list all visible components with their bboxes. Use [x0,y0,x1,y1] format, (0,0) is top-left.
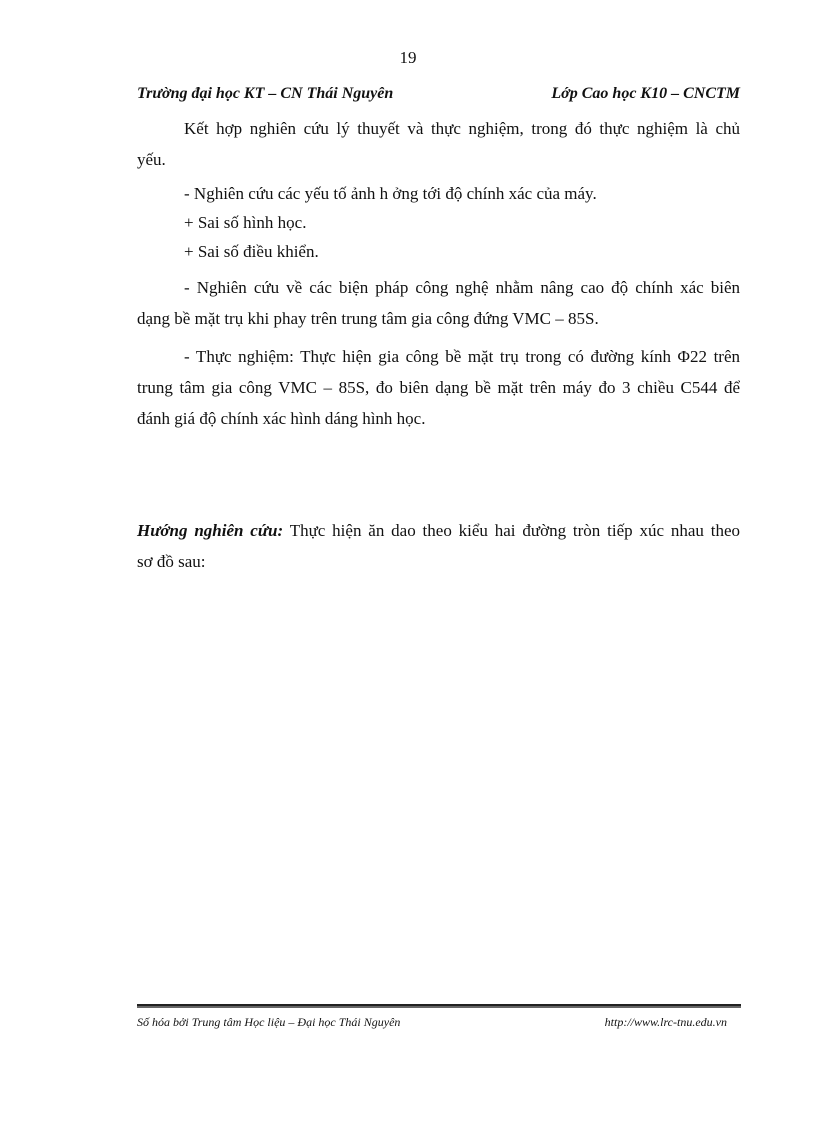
paragraph-approach [137,113,740,175]
footer-url: http://www.lrc-tnu.edu.vn [604,1015,727,1029]
page-number: 19 [399,48,417,67]
paragraph-measures-line-2: dạng bề mặt trụ khi phay trên trung tâm gia công đứng VMC – 85S. [137,309,599,328]
paragraph-research-direction-line-2: sơ đồ sau: [137,552,206,571]
header-university: Trường đại học KT – CN Thái Nguyên [137,85,394,102]
paragraph-research-direction [137,515,740,577]
header-class: Lớp Cao học K10 – CNCTM [551,85,740,102]
paragraph-measures [137,272,740,334]
paragraph-experiment-line-3: đánh giá độ chính xác hình dáng hình học. [137,409,426,428]
paragraph-experiment-line-1: - Thực nghiệm: Thực hiện gia công bề mặt trụ trong có đường kính Φ22 trên [184,347,740,366]
page-header [137,85,740,109]
paragraph-approach-line-1: Kết hợp nghiên cứu lý thuyết và thực nghiệm, trong đó thực nghiệm là chủ [184,119,740,138]
research-direction-label: Hướng nghiên cứu: [137,521,284,540]
research-direction-text: Thực hiện ăn dao theo kiểu hai đường tròn tiếp xúc nhau theo [283,521,740,540]
paragraph-measures-line-1: - Nghiên cứu về các biện pháp công nghệ nhằm nâng cao độ chính xác biên [184,278,740,297]
paragraph-experiment-line-2: trung tâm gia công VMC – 85S, đo biên dạng bề mặt trên máy đo 3 chiều C544 để [137,378,740,397]
list-item-control-error: + Sai số điều khiển. [184,242,319,261]
list-item-factors: - Nghiên cứu các yếu tố ảnh h ởng tới độ chính xác của máy. [184,184,597,203]
list-item-geometric-error: + Sai số hình học. [184,213,307,232]
footer-divider [137,1004,741,1006]
paragraph-approach-line-2: yếu. [137,150,166,169]
paragraph-experiment [137,341,740,434]
footer-digitized-by: Số hóa bởi Trung tâm Học liệu – Đại học Thái Nguyên [137,1015,401,1029]
paragraph-research-direction-line-1 [137,515,740,546]
